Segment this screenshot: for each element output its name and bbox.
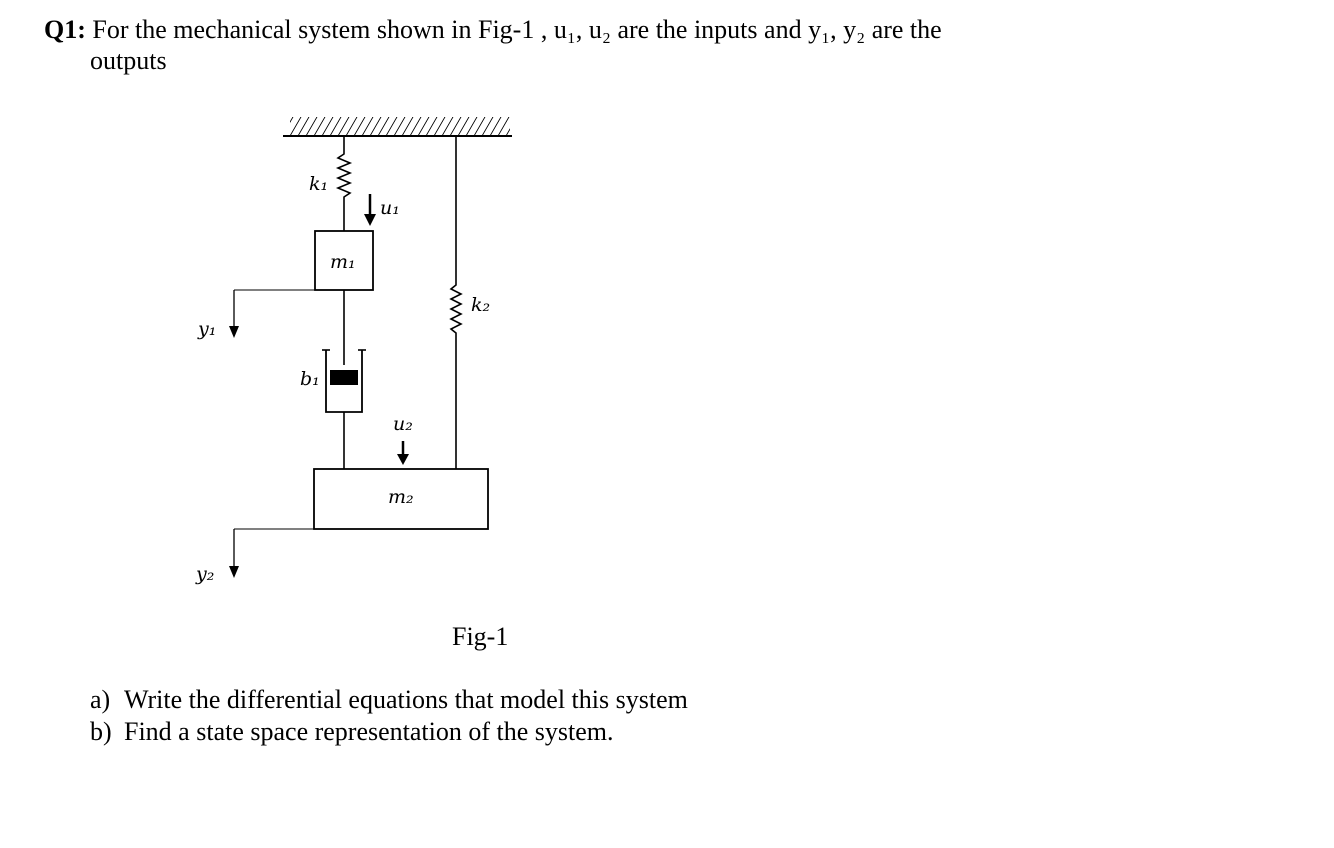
part-b-label: b) [90, 717, 112, 746]
label-m2: m₂ [388, 486, 414, 508]
force-arrow-u2 [397, 441, 409, 465]
label-k2: k₂ [471, 294, 491, 316]
question-number: Q1: [44, 15, 86, 44]
question-parts [90, 684, 688, 748]
part-a-label: a) [90, 685, 111, 714]
label-u1: u₁ [380, 197, 400, 219]
label-y2: y₂ [196, 563, 215, 585]
force-arrow-u1 [364, 194, 376, 226]
label-y1: y₁ [198, 318, 217, 340]
question-line-1: For the mechanical system shown in Fig-1 , u₁, u₂ are the inputs and y₁, y₂ are the [92, 15, 942, 44]
spring-k2 [451, 136, 461, 469]
part-b-text: Find a state space representation of the system. [124, 717, 614, 746]
damper-b1 [322, 350, 366, 469]
label-u2: u₂ [393, 413, 413, 435]
label-k1: k₁ [309, 173, 329, 195]
spring-k1 [338, 136, 350, 232]
ground-support [283, 117, 512, 136]
part-a [90, 684, 688, 716]
displacement-y1 [229, 290, 316, 338]
part-a-text: Write the differential equations that model this system [124, 685, 688, 714]
label-m1: m₁ [330, 251, 356, 273]
label-b1: b₁ [300, 368, 320, 390]
figure-caption: Fig-1 [452, 622, 509, 651]
question-line-2: outputs [90, 46, 167, 75]
part-b [90, 716, 688, 748]
displacement-y2 [229, 529, 316, 578]
